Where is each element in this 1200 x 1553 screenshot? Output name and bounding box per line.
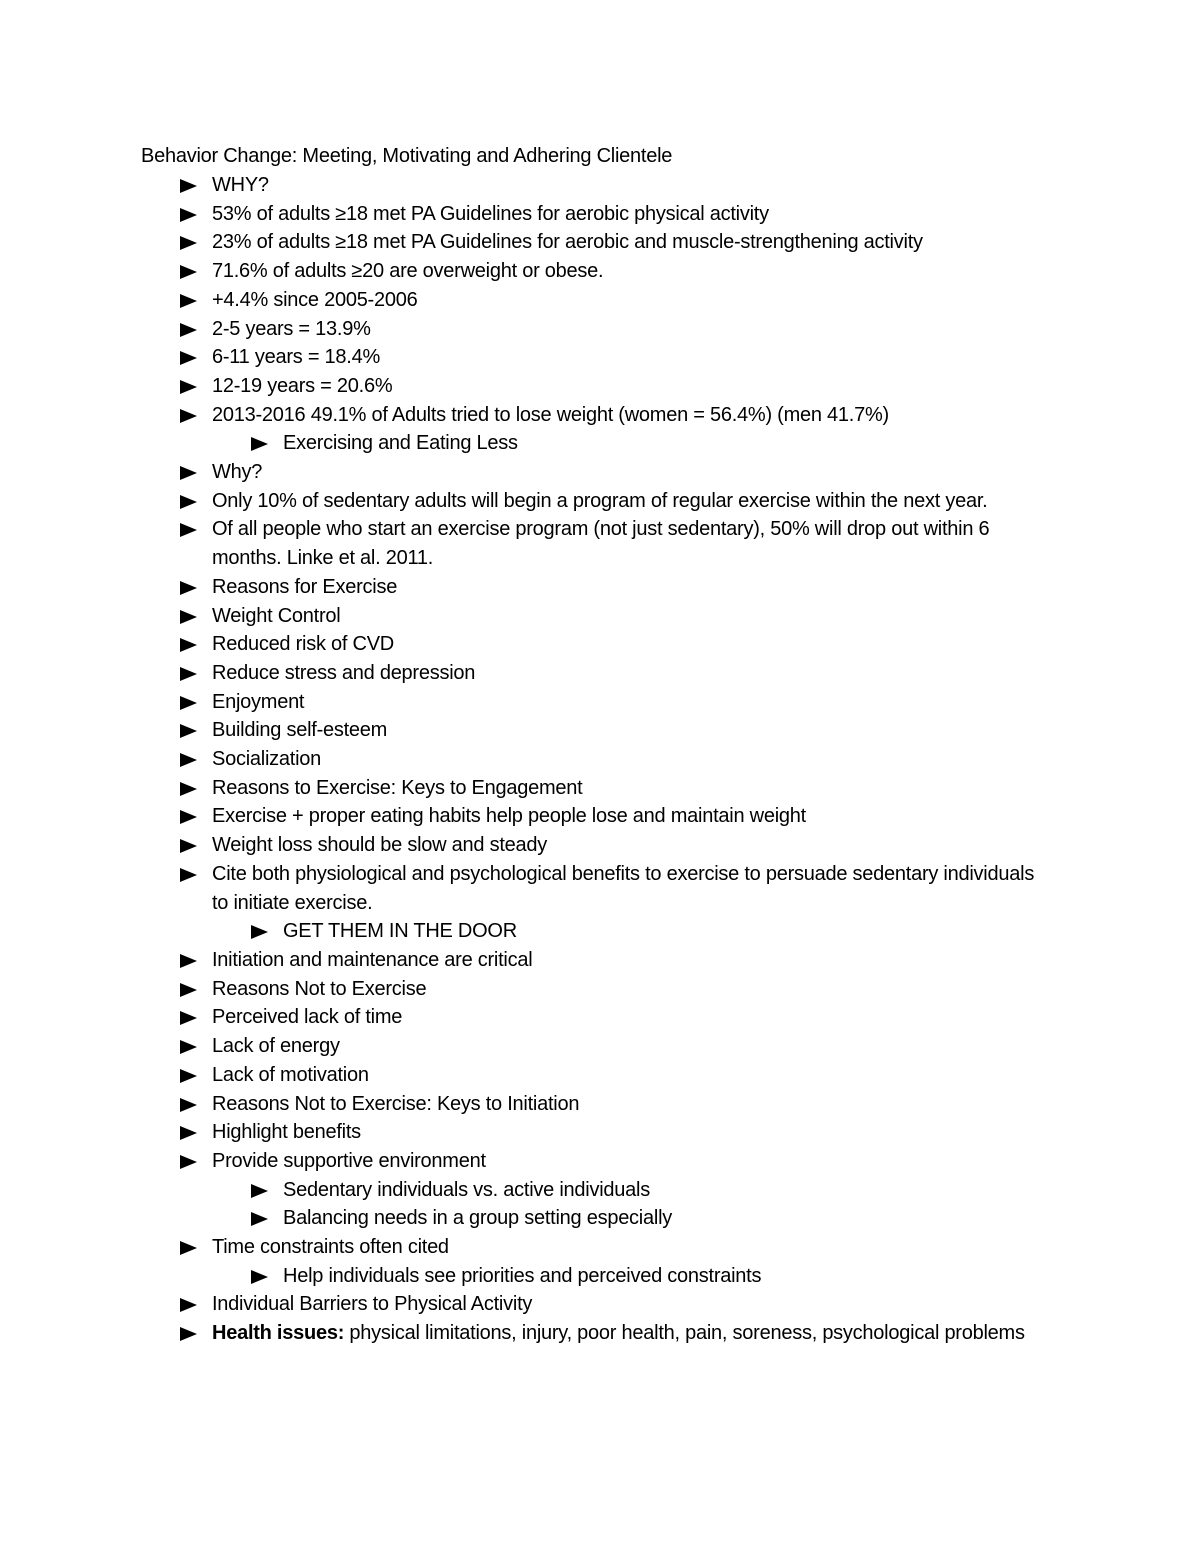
- list-item: [0, 716, 1042, 745]
- list-item-text: Perceived lack of time: [212, 1006, 403, 1029]
- list-item: [0, 1233, 1042, 1262]
- arrow-bullet-icon: [180, 581, 197, 595]
- list-item-text: 71.6% of adults ≥20 are overweight or obese.: [212, 260, 604, 283]
- list-item-text: 2013-2016 49.1% of Adults tried to lose weight (women = 56.4%) (men 41.7%): [212, 403, 889, 426]
- list-item: [0, 315, 1042, 344]
- list-item-text: 2-5 years = 13.9%: [212, 317, 371, 340]
- sub-list-item: [0, 429, 1042, 458]
- list-item-text: Provide supportive environment: [212, 1149, 486, 1172]
- list-item: [0, 200, 1042, 229]
- list-item: [0, 774, 1042, 803]
- list-item-text: Enjoyment: [212, 690, 305, 713]
- list-item-text: Time constraints often cited: [212, 1236, 449, 1259]
- list-item-text: Weight Control: [212, 604, 341, 627]
- arrow-bullet-icon: [180, 696, 197, 710]
- arrow-bullet-icon: [180, 638, 197, 652]
- list-item-text: Sedentary individuals vs. active individuals: [283, 1178, 650, 1201]
- arrow-bullet-icon: [180, 1126, 197, 1140]
- list-item-text: GET THEM IN THE DOOR: [283, 920, 517, 943]
- list-item: [0, 372, 1042, 401]
- document-title: Behavior Change: Meeting, Motivating and Adhering Clientele: [141, 145, 673, 167]
- arrow-bullet-icon: [180, 1155, 197, 1169]
- arrow-bullet-icon: [180, 782, 197, 796]
- list-item: [0, 1118, 1042, 1147]
- arrow-bullet-icon: [180, 610, 197, 624]
- arrow-bullet-icon: [180, 466, 197, 480]
- sub-list-item: [0, 917, 1042, 946]
- bullet-list: [0, 171, 1200, 1348]
- list-item: [0, 573, 1042, 602]
- list-item-text: physical limitations, injury, poor health, pain, soreness, psychological problems: [344, 1322, 1025, 1345]
- list-item: [0, 860, 1042, 917]
- list-item: [0, 688, 1042, 717]
- list-item: [0, 659, 1042, 688]
- arrow-bullet-icon: [180, 1327, 197, 1341]
- list-item: [0, 171, 1042, 200]
- list-item-text: Weight loss should be slow and steady: [212, 834, 548, 857]
- list-item-bold-label: Health issues:: [212, 1322, 345, 1345]
- arrow-bullet-icon: [180, 523, 197, 537]
- list-item-text: Reasons Not to Exercise: Keys to Initiation: [212, 1092, 580, 1115]
- list-item-text: Why?: [212, 461, 263, 484]
- arrow-bullet-icon: [180, 294, 197, 308]
- list-item: [0, 802, 1042, 831]
- list-item-text: Only 10% of sedentary adults will begin a program of regular exercise within the next year.: [212, 489, 988, 512]
- arrow-bullet-icon: [180, 839, 197, 853]
- list-item: [0, 630, 1042, 659]
- list-item-text: Cite both physiological and psychological benefits to exercise to persuade sedentary individuals to initiate exercise.: [212, 862, 1035, 914]
- arrow-bullet-icon: [180, 753, 197, 767]
- arrow-bullet-icon: [180, 323, 197, 337]
- list-item: [0, 831, 1042, 860]
- arrow-bullet-icon: [180, 667, 197, 681]
- list-item-text: Balancing needs in a group setting especially: [283, 1207, 673, 1230]
- list-item: [0, 228, 1042, 257]
- list-item-text: Lack of motivation: [212, 1063, 369, 1086]
- list-item-text: Highlight benefits: [212, 1121, 361, 1144]
- list-item-text: Reasons for Exercise: [212, 575, 398, 598]
- arrow-bullet-icon: [180, 1011, 197, 1025]
- list-item-text: Help individuals see priorities and perceived constraints: [283, 1264, 762, 1287]
- arrow-bullet-icon: [251, 437, 268, 451]
- arrow-bullet-icon: [251, 1212, 268, 1226]
- arrow-bullet-icon: [180, 1040, 197, 1054]
- list-item-text: Exercise + proper eating habits help people lose and maintain weight: [212, 805, 806, 828]
- sub-list-item: [0, 1204, 1042, 1233]
- list-item-text: Reduce stress and depression: [212, 661, 476, 684]
- arrow-bullet-icon: [180, 810, 197, 824]
- list-item-text: 12-19 years = 20.6%: [212, 374, 393, 397]
- list-item: [0, 401, 1042, 430]
- list-item-text: Lack of energy: [212, 1035, 340, 1058]
- arrow-bullet-icon: [180, 179, 197, 193]
- list-item-text: Individual Barriers to Physical Activity: [212, 1293, 533, 1316]
- list-item-text: Reasons Not to Exercise: [212, 977, 427, 1000]
- arrow-bullet-icon: [180, 265, 197, 279]
- sub-list-item: [0, 1176, 1042, 1205]
- arrow-bullet-icon: [180, 409, 197, 423]
- list-item-text: Socialization: [212, 748, 322, 771]
- arrow-bullet-icon: [180, 380, 197, 394]
- list-item-text: Initiation and maintenance are critical: [212, 948, 533, 971]
- list-item: [0, 1003, 1042, 1032]
- list-item: [0, 975, 1042, 1004]
- arrow-bullet-icon: [180, 495, 197, 509]
- arrow-bullet-icon: [180, 1298, 197, 1312]
- arrow-bullet-icon: [180, 983, 197, 997]
- arrow-bullet-icon: [251, 1270, 268, 1284]
- sub-list-item: [0, 1262, 1042, 1291]
- list-item-text: 23% of adults ≥18 met PA Guidelines for aerobic and muscle-strengthening activity: [212, 231, 923, 254]
- arrow-bullet-icon: [180, 236, 197, 250]
- list-item-text: +4.4% since 2005-2006: [212, 288, 418, 311]
- arrow-bullet-icon: [180, 724, 197, 738]
- list-item: [0, 1061, 1042, 1090]
- arrow-bullet-icon: [180, 1098, 197, 1112]
- list-item: [0, 515, 1042, 572]
- arrow-bullet-icon: [251, 1184, 268, 1198]
- list-item: [0, 286, 1042, 315]
- list-item-text: WHY?: [212, 174, 269, 196]
- arrow-bullet-icon: [251, 925, 268, 939]
- list-item: [0, 1147, 1042, 1176]
- list-item: [0, 1090, 1042, 1119]
- list-item: [0, 343, 1042, 372]
- list-item: [0, 745, 1042, 774]
- list-item-text: Reduced risk of CVD: [212, 633, 394, 656]
- arrow-bullet-icon: [180, 208, 197, 222]
- list-item: [0, 1290, 1042, 1319]
- list-item: [0, 602, 1042, 631]
- list-item: [0, 458, 1042, 487]
- list-item: [0, 1319, 1042, 1348]
- arrow-bullet-icon: [180, 1069, 197, 1083]
- list-item: [0, 257, 1042, 286]
- list-item-text: Exercising and Eating Less: [283, 432, 518, 455]
- arrow-bullet-icon: [180, 351, 197, 365]
- list-item-text: 6-11 years = 18.4%: [212, 346, 381, 369]
- list-item-text: Reasons to Exercise: Keys to Engagement: [212, 776, 583, 799]
- list-item-text: 53% of adults ≥18 met PA Guidelines for aerobic physical activity: [212, 202, 769, 225]
- list-item-text: Of all people who start an exercise program (not just sedentary), 50% will drop out within 6 months. Linke et al. 2011.: [212, 518, 990, 570]
- arrow-bullet-icon: [180, 1241, 197, 1255]
- arrow-bullet-icon: [180, 868, 197, 882]
- list-item: [0, 1032, 1042, 1061]
- list-item: [0, 487, 1042, 516]
- list-item-text: Building self-esteem: [212, 719, 388, 742]
- arrow-bullet-icon: [180, 954, 197, 968]
- list-item: [0, 946, 1042, 975]
